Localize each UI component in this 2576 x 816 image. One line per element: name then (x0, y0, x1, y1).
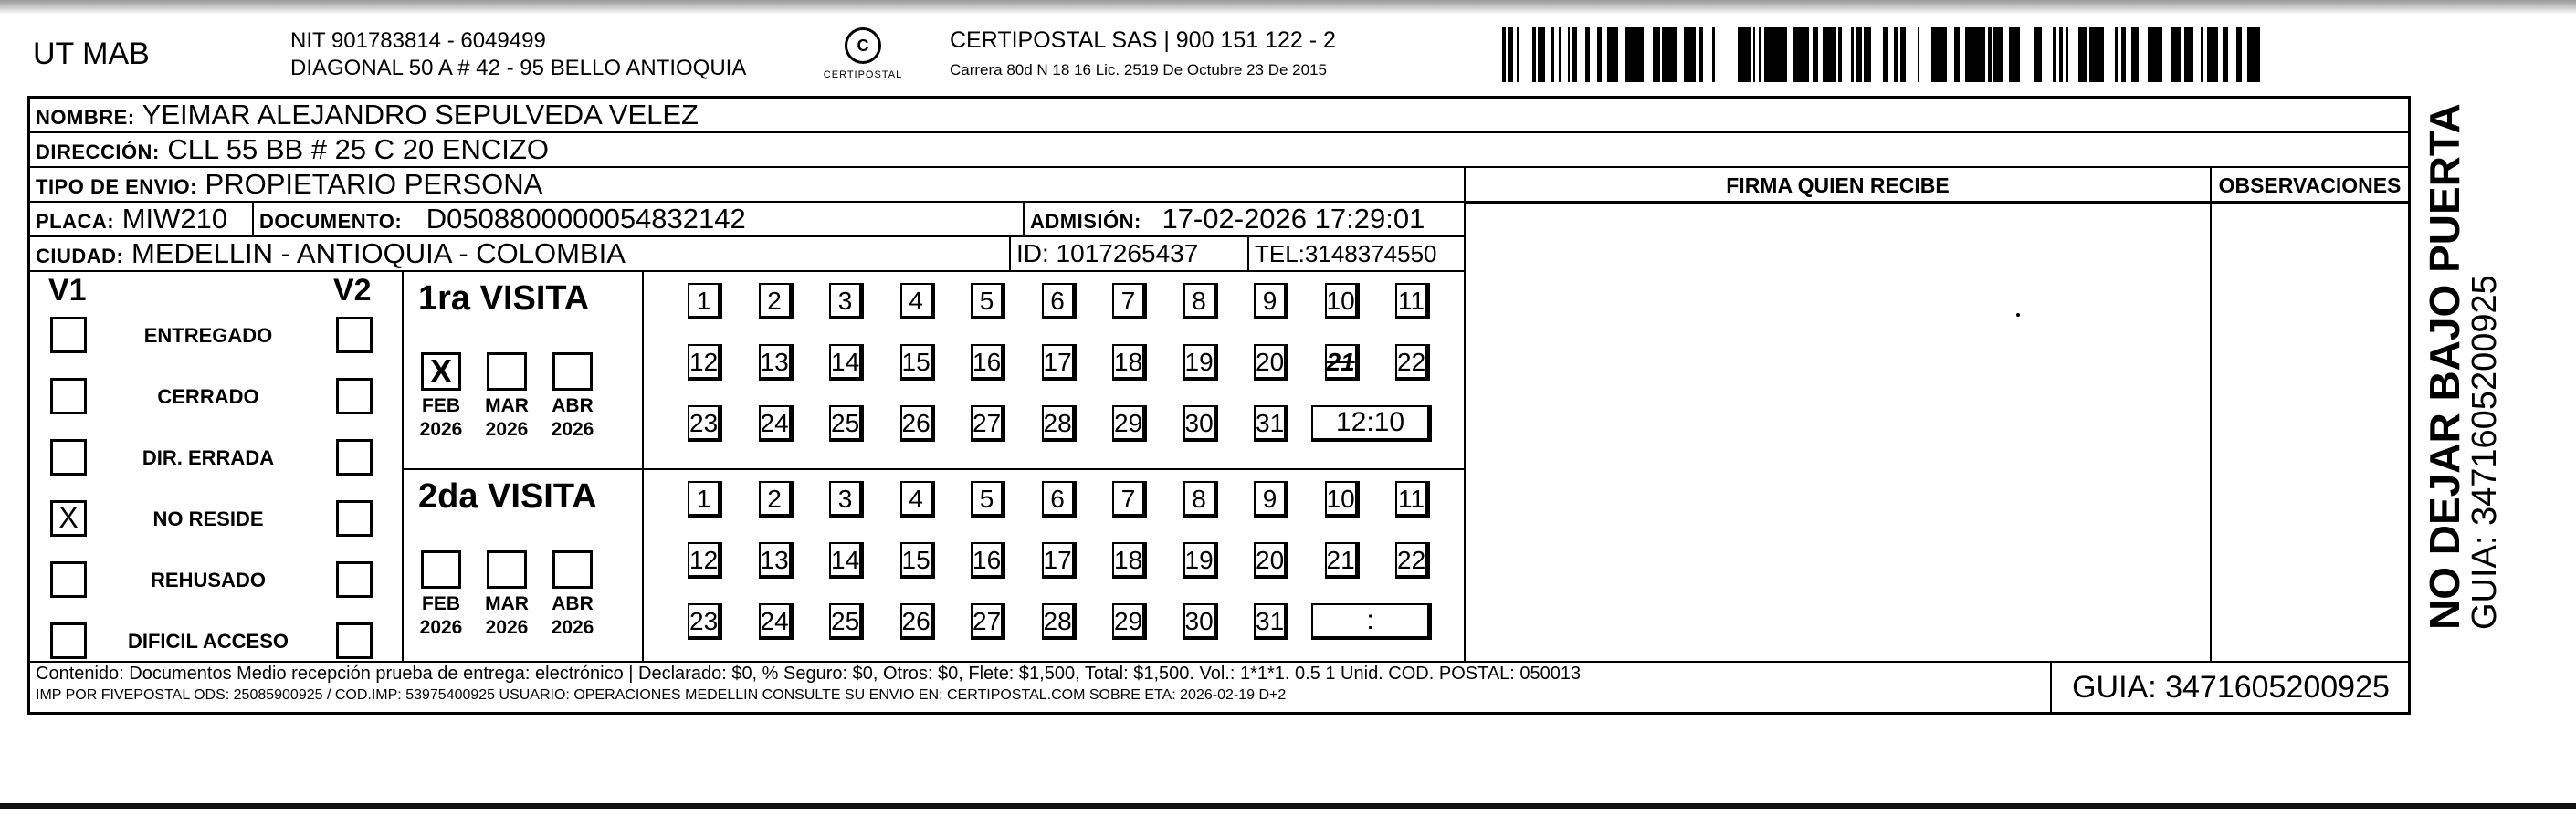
nombre-label: NOMBRE: (36, 106, 135, 129)
admision-value: 17-02-2026 17:29:01 (1162, 203, 1425, 235)
month-checkbox[interactable]: X (421, 352, 461, 391)
barcode-bar (2258, 27, 2260, 82)
barcode-bar (2036, 27, 2042, 82)
barcode-bar (1743, 27, 1746, 82)
day-box[interactable]: 8 (1183, 283, 1218, 319)
direccion-value: CLL 55 BB # 25 C 20 ENCIZO (167, 133, 549, 165)
time-box[interactable]: 12:10 (1311, 405, 1432, 442)
barcode-bar (2160, 27, 2162, 82)
barcode-bar (2209, 27, 2213, 82)
barcode-bar (1574, 27, 1577, 82)
barcode-bar (1975, 27, 1978, 82)
month-year: 2026 (485, 617, 529, 638)
day-box[interactable]: 23 (688, 405, 722, 442)
ciudad-row (30, 237, 1464, 272)
month-year: 2026 (485, 419, 529, 440)
barcode-bar (2252, 27, 2255, 82)
barcode-bar (1508, 27, 1511, 82)
barcode-bar (1838, 27, 1842, 82)
day-box[interactable]: 27 (971, 405, 1005, 442)
day-box[interactable]: 23 (688, 603, 722, 640)
barcode-bar (1740, 27, 1743, 82)
footer-imp-line: IMP POR FIVEPOSTAL ODS: 25085900925 / COD.IMP: 53975400925 USUARIO: OPERACIONES MEDELLIN CONSULTE SU ENVIO EN: CERTIPOSTAL.COM SOBRE ETA: 2026-02-19 D+2 (36, 687, 1287, 703)
barcode-bar (2201, 27, 2203, 82)
day-box[interactable]: 22 (1395, 344, 1430, 381)
month-year: 2026 (419, 419, 463, 440)
guia-footer: GUIA: 3471605200925 (2050, 663, 2410, 712)
nit-block (290, 27, 746, 82)
day-box[interactable]: 3 (829, 481, 864, 518)
barcode-bar (1894, 27, 1898, 82)
day-box[interactable]: 25 (829, 405, 864, 442)
day-box[interactable]: 27 (971, 603, 1005, 640)
month-day-divider (642, 272, 644, 663)
v2-checkbox[interactable] (336, 622, 373, 659)
day-box[interactable]: 26 (900, 405, 935, 442)
barcode-bar (1585, 27, 1590, 82)
barcode-bar (1864, 27, 1866, 82)
barcode-bar (1738, 27, 1740, 82)
barcode-bar (2250, 27, 2252, 82)
barcode-bar (2189, 27, 2192, 82)
barcode-bar (2034, 27, 2036, 82)
month-label: MAR (485, 593, 529, 614)
v2-checkbox[interactable] (336, 317, 373, 353)
day-box[interactable]: 7 (1112, 481, 1147, 518)
barcode-bar (2100, 27, 2104, 82)
day-box[interactable]: 19 (1183, 344, 1218, 381)
barcode-bar (1956, 27, 1960, 82)
day-box[interactable]: 6 (1042, 283, 1077, 319)
v2-checkbox[interactable] (336, 378, 373, 414)
ciudad-label: CIUDAD: (36, 245, 124, 267)
barcode-bar (2171, 27, 2175, 82)
day-box[interactable]: 22 (1395, 542, 1430, 579)
observaciones-title: OBSERVACIONES (2218, 173, 2402, 197)
day-box[interactable]: 7 (1112, 283, 1147, 319)
barcode-bar (1538, 27, 1543, 82)
barcode-bar (1971, 27, 1975, 82)
status-label: REHUSADO (151, 569, 266, 591)
barcode-bar (2089, 27, 2095, 82)
status-label: CERRADO (157, 385, 259, 408)
month-year: 2026 (551, 617, 594, 638)
barcode-bar (1625, 27, 1628, 82)
time-box[interactable]: : (1311, 603, 1432, 640)
day-box[interactable]: 13 (759, 344, 794, 381)
day-box[interactable]: 31 (1254, 405, 1288, 442)
day-box[interactable]: 9 (1254, 283, 1288, 319)
barcode-bar (2207, 27, 2209, 82)
barcode-bar (1954, 27, 1956, 82)
barcode-bar (1772, 27, 1773, 82)
firma-title: FIRMA QUIEN RECIBE (1726, 173, 1950, 197)
barcode-bar (1980, 27, 1985, 82)
day-box[interactable]: 17 (1042, 542, 1077, 579)
direccion-label: DIRECCIÓN: (36, 141, 160, 163)
no-dejar-text: NO DEJAR BAJO PUERTA (2421, 103, 2468, 630)
month-label: MAR (485, 395, 529, 416)
barcode-bar (1883, 27, 1888, 82)
placa-value: MIW210 (121, 203, 228, 235)
barcode-bar (2095, 27, 2100, 82)
month-label: ABR (552, 593, 594, 614)
barcode-bar (1764, 27, 1768, 82)
day-box[interactable]: 2 (759, 481, 794, 518)
tipo-label: TIPO DE ENVIO: (36, 175, 197, 198)
month-label: ABR (552, 395, 594, 416)
day-box[interactable]: 16 (971, 542, 1005, 579)
day-box[interactable]: 4 (900, 283, 935, 319)
day-box[interactable]: 25 (829, 603, 864, 640)
barcode-bar (1944, 27, 1947, 82)
day-box[interactable]: 2 (759, 283, 794, 319)
barcode-bar (1543, 27, 1545, 82)
barcode-bar (1634, 27, 1639, 82)
month-label: FEB (422, 395, 460, 416)
month-label: FEB (422, 593, 460, 614)
month-year: 2026 (419, 617, 463, 638)
barcode-bar (2247, 27, 2250, 82)
day-box[interactable]: 9 (1254, 481, 1288, 518)
barcode-bar (1918, 27, 1919, 82)
barcode-bar (1856, 27, 1862, 82)
status-label: DIR. ERRADA (142, 446, 275, 469)
barcode-bar (2121, 27, 2126, 82)
barcode-bar (1502, 27, 1506, 82)
barcode-bar (2150, 27, 2154, 82)
day-box[interactable]: 10 (1325, 283, 1360, 319)
v1-label: V1 (48, 273, 87, 308)
barcode-bar (1868, 27, 1871, 82)
v1-checkbox[interactable] (50, 317, 87, 353)
barcode (1502, 27, 2260, 82)
v2-label: V2 (333, 273, 372, 308)
day-box[interactable]: 4 (900, 481, 935, 518)
admision-label: ADMISIÓN: (1030, 210, 1141, 233)
barcode-bar (2115, 27, 2118, 82)
barcode-bar (1611, 27, 1614, 82)
status-label: ENTREGADO (143, 324, 273, 347)
day-box[interactable]: 30 (1183, 603, 1218, 640)
barcode-bar (1768, 27, 1772, 82)
barcode-bar (1978, 27, 1980, 82)
barcode-bar (2078, 27, 2082, 82)
visit1-title: 1ra VISITA (418, 279, 590, 318)
day-box[interactable]: 21 (1325, 542, 1360, 579)
carrier-block (950, 27, 1336, 79)
address-line: DIAGONAL 50 A # 42 - 95 BELLO ANTIOQUIA (290, 56, 747, 80)
column-title-divider (1464, 203, 2408, 204)
delivery-form (27, 96, 2411, 715)
day-box[interactable]: 13 (759, 542, 794, 579)
barcode-bar (1746, 27, 1751, 82)
day-box[interactable]: 15 (900, 344, 935, 381)
barcode-bar (1902, 27, 1906, 82)
barcode-bar (1753, 27, 1755, 82)
footer-info (30, 663, 2045, 713)
barcode-bar (2131, 27, 2135, 82)
visit-divider (402, 468, 1464, 470)
barcode-bar (1688, 27, 1693, 82)
v1-checkbox[interactable] (50, 622, 87, 659)
month-checkbox[interactable] (421, 550, 461, 589)
day-box[interactable]: 29 (1112, 603, 1147, 640)
barcode-bar (2223, 27, 2228, 82)
v1-checkbox[interactable] (50, 439, 87, 476)
barcode-bar (2255, 27, 2258, 82)
day-box[interactable]: 17 (1042, 344, 1077, 381)
company-name: UT MAB (33, 37, 150, 71)
v1-checkbox[interactable] (50, 561, 87, 598)
ciudad-value: MEDELLIN - ANTIOQUIA - COLOMBIA (131, 237, 626, 269)
barcode-bar (1965, 27, 1971, 82)
barcode-bar (1831, 27, 1836, 82)
day-box[interactable]: 19 (1183, 542, 1218, 579)
barcode-bar (1532, 27, 1536, 82)
barcode-bar (1759, 27, 1761, 82)
day-box[interactable]: 10 (1325, 481, 1360, 518)
day-box[interactable]: 8 (1183, 481, 1218, 518)
barcode-bar (1607, 27, 1611, 82)
barcode-bar (1823, 27, 1827, 82)
barcode-bar (1671, 27, 1675, 82)
tipo-value: PROPIETARIO PERSONA (205, 168, 543, 200)
barcode-bar (1657, 27, 1660, 82)
barcode-bar (1827, 27, 1831, 82)
barcode-bar (2012, 27, 2016, 82)
barcode-bar (1939, 27, 1944, 82)
barcode-bar (1813, 27, 1818, 82)
day-box[interactable]: 12 (688, 542, 722, 579)
barcode-bar (1773, 27, 1778, 82)
barcode-bar (1999, 27, 2003, 82)
day-box[interactable]: 18 (1112, 344, 1147, 381)
vertical-notice (2420, 103, 2505, 630)
barcode-bar (1568, 27, 1570, 82)
barcode-bar (1693, 27, 1696, 82)
day-box[interactable]: 3 (829, 283, 864, 319)
day-box[interactable]: 26 (900, 603, 935, 640)
nombre-row (30, 99, 2408, 133)
header (27, 20, 2575, 91)
barcode-bar (2214, 27, 2218, 82)
scan-dot (2016, 313, 2020, 317)
barcode-bar (1662, 27, 1666, 82)
day-box[interactable]: 5 (971, 481, 1005, 518)
barcode-bar (1675, 27, 1677, 82)
barcode-bar (1796, 27, 1801, 82)
barcode-bar (1572, 27, 1574, 82)
barcode-bar (1793, 27, 1796, 82)
barcode-bar (1804, 27, 1809, 82)
barcode-bar (1851, 27, 1854, 82)
carrier-license: Carrera 80d N 18 16 Lic. 2519 De Octubre 23 De 2015 (950, 61, 1327, 78)
barcode-bar (1511, 27, 1513, 82)
barcode-bar (2154, 27, 2160, 82)
nit-line: NIT 901783814 - 6049499 (290, 28, 546, 53)
vertical-guia: GUIA: 3471605200925 (2466, 275, 2504, 630)
barcode-bar (1614, 27, 1618, 82)
nombre-value: YEIMAR ALEJANDRO SEPULVEDA VELEZ (142, 99, 699, 131)
day-box[interactable]: 21 (1325, 344, 1360, 381)
day-box[interactable]: 24 (759, 405, 794, 442)
barcode-bar (1666, 27, 1667, 82)
barcode-bar (2009, 27, 2012, 82)
day-box[interactable]: 20 (1254, 542, 1288, 579)
visit2-title: 2da VISITA (418, 477, 597, 516)
day-box[interactable]: 12 (688, 344, 722, 381)
barcode-bar (1628, 27, 1634, 82)
status-label: DIFICIL ACCESO (127, 630, 289, 653)
month-checkbox[interactable] (552, 352, 593, 391)
barcode-bar (2135, 27, 2139, 82)
status-checklist (30, 273, 405, 660)
month-checkbox[interactable] (487, 550, 527, 589)
barcode-bar (2175, 27, 2179, 82)
barcode-bar (1597, 27, 1602, 82)
status-divider (402, 272, 404, 663)
barcode-bar (2213, 27, 2214, 82)
month-year: 2026 (551, 419, 594, 440)
direccion-row (30, 133, 2408, 168)
barcode-bar (1639, 27, 1644, 82)
certipostal-logo (822, 27, 904, 80)
v1-checkbox[interactable]: X (50, 500, 87, 537)
barcode-bar (1653, 27, 1657, 82)
day-box[interactable]: 1 (688, 283, 722, 319)
logo-icon: C (845, 27, 881, 64)
carrier-name: CERTIPOSTAL SAS | 900 151 122 - 2 (950, 27, 1336, 53)
barcode-bar (2192, 27, 2193, 82)
day-box[interactable]: 15 (900, 542, 935, 579)
barcode-bar (2148, 27, 2150, 82)
v2-checkbox[interactable] (336, 561, 373, 598)
barcode-bar (1684, 27, 1688, 82)
barcode-bar (2053, 27, 2056, 82)
footer-content-line: Contenido: Documentos Medio recepción prueba de entrega: electrónico | Declarado: $0, % Seguro: $0, Otros: $0, Flete: $1,500, Total: $1,500. Vol.: 1*1*1. 0.5 1 Unid. COD. POSTAL: 050013 (36, 664, 1582, 684)
day-box[interactable]: 24 (759, 603, 794, 640)
barcode-bar (1866, 27, 1868, 82)
placa-row (30, 203, 1464, 237)
barcode-bar (1931, 27, 1936, 82)
barcode-bar (1551, 27, 1554, 82)
day-box[interactable]: 11 (1395, 481, 1430, 518)
day-box[interactable]: 6 (1042, 481, 1077, 518)
month-checkbox[interactable] (552, 550, 593, 589)
barcode-bar (1699, 27, 1703, 82)
barcode-bar (2179, 27, 2181, 82)
month-checkbox[interactable] (487, 352, 527, 391)
barcode-bar (1667, 27, 1671, 82)
id-value: ID: 1017265437 (1009, 237, 1198, 270)
day-box[interactable]: 29 (1112, 405, 1147, 442)
barcode-bar (1778, 27, 1783, 82)
day-box[interactable]: 14 (829, 344, 864, 381)
day-box[interactable]: 14 (829, 542, 864, 579)
barcode-bar (1801, 27, 1804, 82)
logo-text: CERTIPOSTAL (823, 69, 903, 80)
documento-value: D0508800000054832142 (426, 203, 746, 235)
day-box[interactable]: 18 (1112, 542, 1147, 579)
day-box[interactable]: 30 (1183, 405, 1218, 442)
status-label: NO RESIDE (152, 507, 264, 530)
day-box[interactable]: 16 (971, 344, 1005, 381)
scan-edge-bottom (0, 803, 2576, 809)
barcode-bar (1993, 27, 1999, 82)
documento-label: DOCUMENTO: (259, 210, 403, 233)
barcode-bar (1900, 27, 1902, 82)
barcode-bar (2236, 27, 2242, 82)
scan-edge-top (0, 0, 2576, 15)
barcode-bar (2059, 27, 2063, 82)
day-box[interactable]: 11 (1395, 283, 1430, 319)
day-box[interactable]: 28 (1042, 603, 1077, 640)
day-box[interactable]: 20 (1254, 344, 1288, 381)
barcode-bar (1783, 27, 1787, 82)
barcode-bar (1988, 27, 1992, 82)
day-box[interactable]: 5 (971, 283, 1005, 319)
signature-divider (1464, 168, 1466, 661)
barcode-bar (1936, 27, 1939, 82)
barcode-bar (1712, 27, 1715, 82)
barcode-bar (2066, 27, 2068, 82)
barcode-bar (1517, 27, 1519, 82)
barcode-bar (2184, 27, 2189, 82)
tel-value: TEL:3148374550 (1247, 237, 1437, 270)
day-box[interactable]: 31 (1254, 603, 1288, 640)
observations-divider (2210, 168, 2212, 661)
v2-checkbox[interactable] (336, 439, 373, 476)
barcode-bar (2082, 27, 2087, 82)
barcode-bar (1559, 27, 1561, 82)
barcode-bar (2016, 27, 2020, 82)
v2-checkbox[interactable] (336, 500, 373, 537)
day-box[interactable]: 1 (688, 481, 722, 518)
placa-label: PLACA: (36, 210, 115, 233)
v1-checkbox[interactable] (50, 378, 87, 414)
day-box[interactable]: 28 (1042, 405, 1077, 442)
